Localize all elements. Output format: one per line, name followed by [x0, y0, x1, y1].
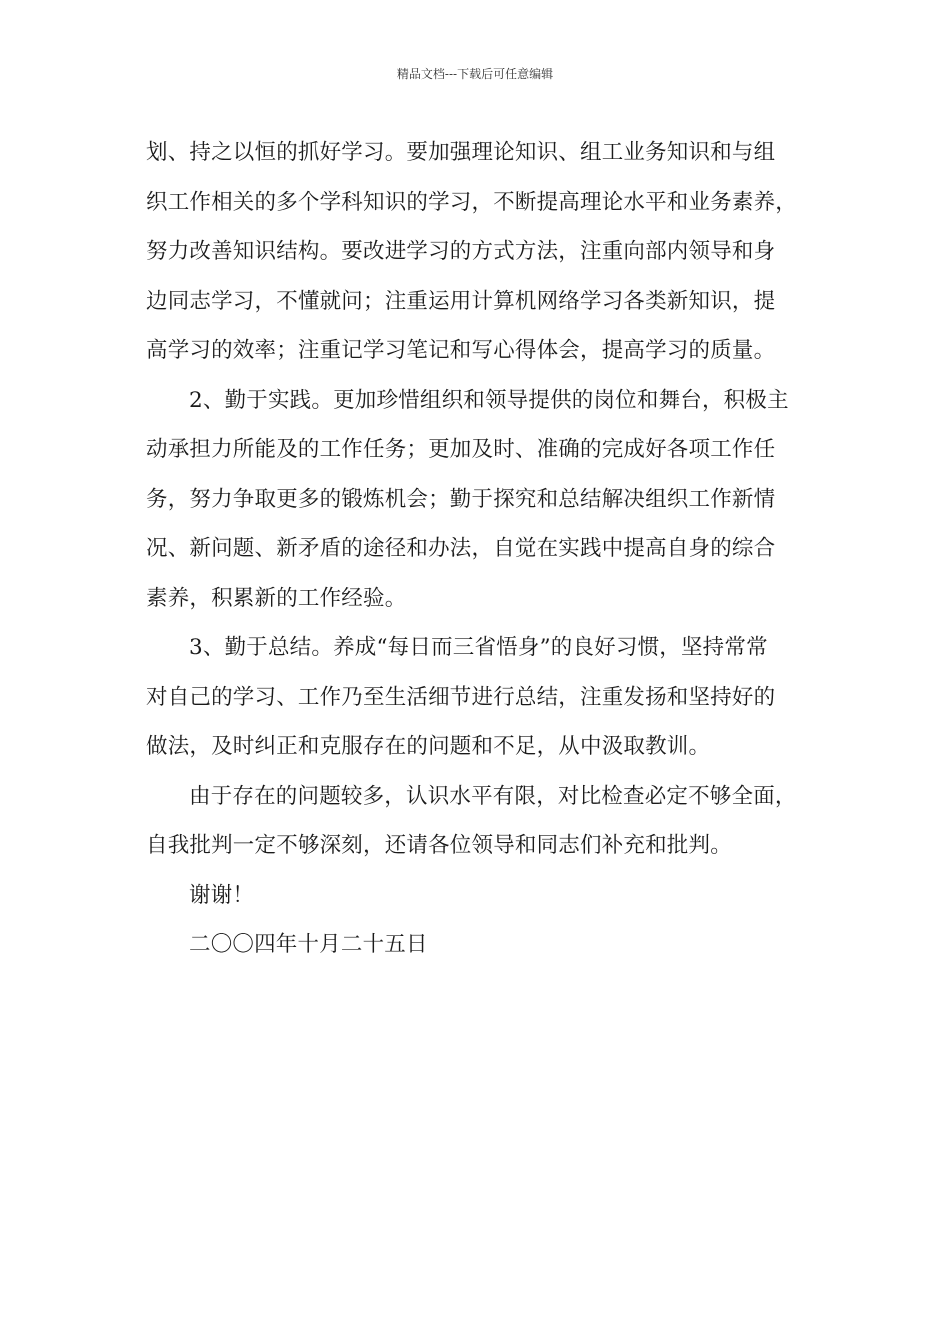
- text-line: 边同志学习，不懂就问；注重运用计算机网络学习各类新知识，提: [146, 288, 776, 314]
- text-line: 素养，积累新的工作经验。: [146, 585, 407, 611]
- text-line: 高学习的效率；注重记学习笔记和写心得体会，提高学习的质量。: [146, 338, 776, 363]
- document-body: [146, 128, 836, 970]
- closing-thanks: 谢谢！: [189, 882, 255, 908]
- text-line: 做法，及时纠正和克服存在的问题和不足，从中汲取教训。: [146, 734, 711, 759]
- text-line: 划、持之以恒的抓好学习。要加强理论知识、组工业务知识和与组: [146, 140, 776, 165]
- text-line: 自我批判一定不够深刻，还请各位领导和同志们补充和批判。: [146, 833, 732, 858]
- document-date: 二〇〇四年十月二十五日: [189, 932, 428, 957]
- text-line: 织工作相关的多个学科知识的学习，不断提高理论水平和业务素养，: [146, 189, 798, 215]
- paragraph-start-line: 3、勤于总结。养成“每日而三省悟身”的良好习惯，坚持常常: [189, 635, 768, 660]
- text-line: 况、新问题、新矛盾的途径和办法，自觉在实践中提高自身的综合: [146, 536, 776, 561]
- text-line: 对自己的学习、工作乃至生活细节进行总结，注重发扬和坚持好的: [146, 684, 776, 710]
- paragraph-start-line: 由于存在的问题较多，认识水平有限，对比检查必定不够全面，: [189, 783, 797, 809]
- text-line: 努力改善知识结构。要改进学习的方式方法，注重向部内领导和身: [146, 239, 776, 264]
- text-line: 务，努力争取更多的锻炼机会；勤于探究和总结解决组织工作新情: [146, 486, 776, 512]
- text-line: 动承担力所能及的工作任务；更加及时、准确的完成好各项工作任: [146, 437, 776, 462]
- page-header: 精品文档---下载后可任意编辑: [396, 67, 554, 81]
- paragraph-start-line: 2、勤于实践。更加珍惜组织和领导提供的岗位和舞台，积极主: [189, 387, 789, 413]
